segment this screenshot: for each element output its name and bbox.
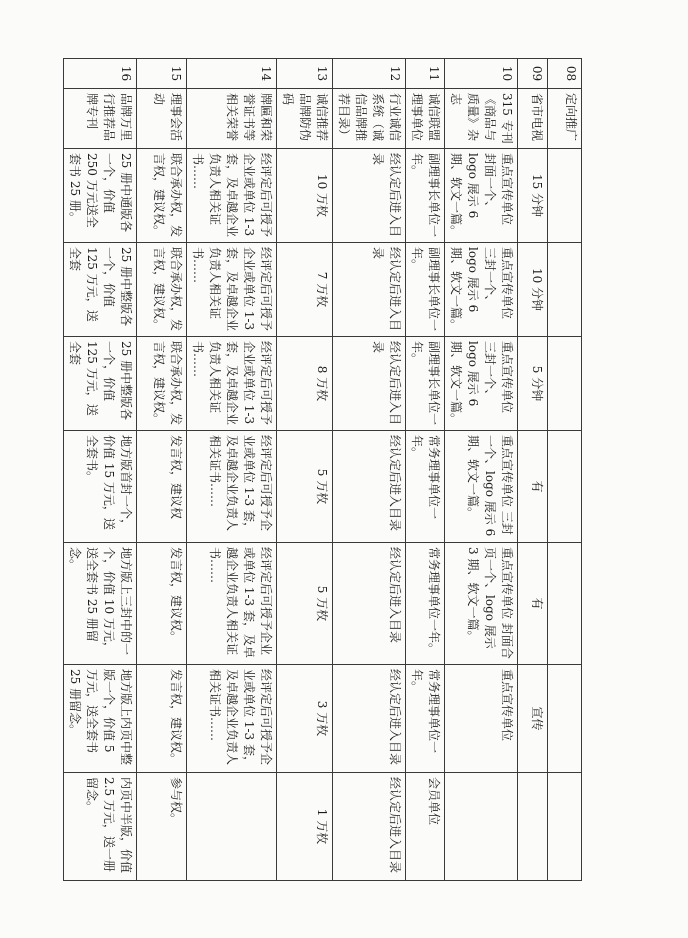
table-row: [137, 59, 187, 881]
tier-6-cell: 3 万枚: [277, 665, 333, 773]
tier-5-cell: 重点宣传单位 封面合页一个、logo 展示 3 期、软文一篇。: [445, 543, 518, 665]
tier-7-cell: [548, 773, 582, 881]
tier-3-cell: [548, 337, 582, 431]
row-number: 14: [187, 59, 277, 89]
item-name: 省市电视: [518, 89, 548, 149]
table-row: [518, 59, 548, 881]
tier-3-cell: 经认定后进入目录: [333, 337, 406, 431]
tier-6-cell: 重点宣传单位: [445, 665, 518, 773]
row-number: 09: [518, 59, 548, 89]
item-name: 行业诚信系统（诚信品牌推荐目录）: [333, 89, 406, 149]
tier-6-cell: 常务理事单位一年。: [406, 665, 445, 773]
tier-6-cell: 地方版上内页中整版一个，价值 5 万元，送全套书 25 册留念。: [64, 665, 137, 773]
tier-1-cell: 经评定后可授予企业或单位 1-3 套，及卓越企业负责人相关证书……: [187, 149, 277, 243]
item-name: 诚信推荐品牌防伪码: [277, 89, 333, 149]
tier-1-cell: 25 册中通版各一个，价值 250 万元送全套书 25 册。: [64, 149, 137, 243]
tier-5-cell: 地方版上三封中的一个，价值 10 万元，送全套书 25 册留念。: [64, 543, 137, 665]
tier-2-cell: 联合承办权，发言权，建议权。: [137, 243, 187, 337]
row-number: 15: [137, 59, 187, 89]
tier-7-cell: [518, 773, 548, 881]
tier-5-cell: 常务理事单位一年。: [406, 543, 445, 665]
table-row: [187, 59, 277, 881]
table-row: [64, 59, 137, 881]
tier-1-cell: 经认定后进入目录: [333, 149, 406, 243]
tier-7-cell: [445, 773, 518, 881]
tier-6-cell: 经评定后可授予企业或单位 1-3 套，及卓越企业负责人相关证书……: [187, 665, 277, 773]
tier-4-cell: 地方版首封一个，价值 15 万元，送全套书。: [64, 431, 137, 543]
row-number: 16: [64, 59, 137, 89]
tier-2-cell: 副理事长单位一年。: [406, 243, 445, 337]
tier-2-cell: [548, 243, 582, 337]
item-name: 诚信联盟理事单位: [406, 89, 445, 149]
tier-7-cell: 经认定后进入目录: [333, 773, 406, 881]
tier-2-cell: 10 分钟: [518, 243, 548, 337]
tier-6-cell: 宣传: [518, 665, 548, 773]
tier-5-cell: 经评定后可授予企业或单位 1-3 套，及卓越企业负责人相关证书……: [187, 543, 277, 665]
tier-4-cell: 重点宣传单位 三封一个、logo 展示 6 期、软文一篇。: [445, 431, 518, 543]
tier-3-cell: 8 万枚: [277, 337, 333, 431]
row-number: 11: [406, 59, 445, 89]
item-name: 定向推广: [548, 89, 582, 149]
tier-1-cell: 重点宣传单位 封面一个、logo 展示 6 期、软文一篇。: [445, 149, 518, 243]
tier-2-cell: 7 万枚: [277, 243, 333, 337]
tier-2-cell: 25 册中整版各一个，价值 125 万元，送全套: [64, 243, 137, 337]
tier-5-cell: 有: [518, 543, 548, 665]
tier-4-cell: 有: [518, 431, 548, 543]
item-name: 品牌万里行推荐品牌专刊: [64, 89, 137, 149]
tier-7-cell: 内页中半版，价值 2.5 万元，送一册留念。: [64, 773, 137, 881]
tier-3-cell: 25 册中整版各一个，价值 125 万元，送全套: [64, 337, 137, 431]
table-row: [406, 59, 445, 881]
tier-4-cell: 经认定后进入目录: [333, 431, 406, 543]
tier-7-cell: [187, 773, 277, 881]
tier-6-cell: 经认定后进入目录: [333, 665, 406, 773]
benefits-table: [63, 58, 582, 881]
tier-3-cell: 经评定后可授予企业或单位 1-3 套，及卓越企业负责人相关证书……: [187, 337, 277, 431]
tier-1-cell: [548, 149, 582, 243]
table-row: [333, 59, 406, 881]
tier-4-cell: 经评定后可授予企业或单位 1-3 套，及卓越企业负责人相关证书……: [187, 431, 277, 543]
tier-2-cell: 经评定后可授予企业或单位 1-3 套，及卓越企业负责人相关证书……: [187, 243, 277, 337]
tier-3-cell: 5 分钟: [518, 337, 548, 431]
row-number: 13: [277, 59, 333, 89]
table-row: [445, 59, 518, 881]
tier-6-cell: 发言权，建议权。: [137, 665, 187, 773]
tier-5-cell: 经认定后进入目录: [333, 543, 406, 665]
tier-3-cell: 副理事长单位一年。: [406, 337, 445, 431]
tier-7-cell: 参与权。: [137, 773, 187, 881]
tier-5-cell: [548, 543, 582, 665]
tier-7-cell: 会员单位: [406, 773, 445, 881]
tier-7-cell: 1 万枚: [277, 773, 333, 881]
table-row: [277, 59, 333, 881]
tier-3-cell: 重点宣传单位 三封一个、logo 展示 6 期、软文一篇。: [445, 337, 518, 431]
row-number: 08: [548, 59, 582, 89]
item-name: 理事会活动: [137, 89, 187, 149]
tier-4-cell: 发言权，建议权: [137, 431, 187, 543]
tier-1-cell: 10 万枚: [277, 149, 333, 243]
tier-6-cell: [548, 665, 582, 773]
row-number: 12: [333, 59, 406, 89]
tier-4-cell: 常务理事单位一年。: [406, 431, 445, 543]
tier-4-cell: 5 万枚: [277, 431, 333, 543]
tier-5-cell: 发言权，建议权。: [137, 543, 187, 665]
tier-4-cell: [548, 431, 582, 543]
item-name: 315 专刊《商品与质量》杂志: [445, 89, 518, 149]
item-name: 牌匾和荣誉证书等相关荣誉: [187, 89, 277, 149]
tier-1-cell: 15 分钟: [518, 149, 548, 243]
tier-5-cell: 5 万枚: [277, 543, 333, 665]
tier-1-cell: 副理事长单位一年。: [406, 149, 445, 243]
tier-1-cell: 联合承办权，发言权，建议权。: [137, 149, 187, 243]
tier-2-cell: 重点宣传单位 三封一个、logo 展示 6 期、软文一篇。: [445, 243, 518, 337]
table-row: [548, 59, 582, 881]
tier-2-cell: 经认定后进入目录: [333, 243, 406, 337]
tier-3-cell: 联合承办权，发言权，建议权。: [137, 337, 187, 431]
row-number: 10: [445, 59, 518, 89]
